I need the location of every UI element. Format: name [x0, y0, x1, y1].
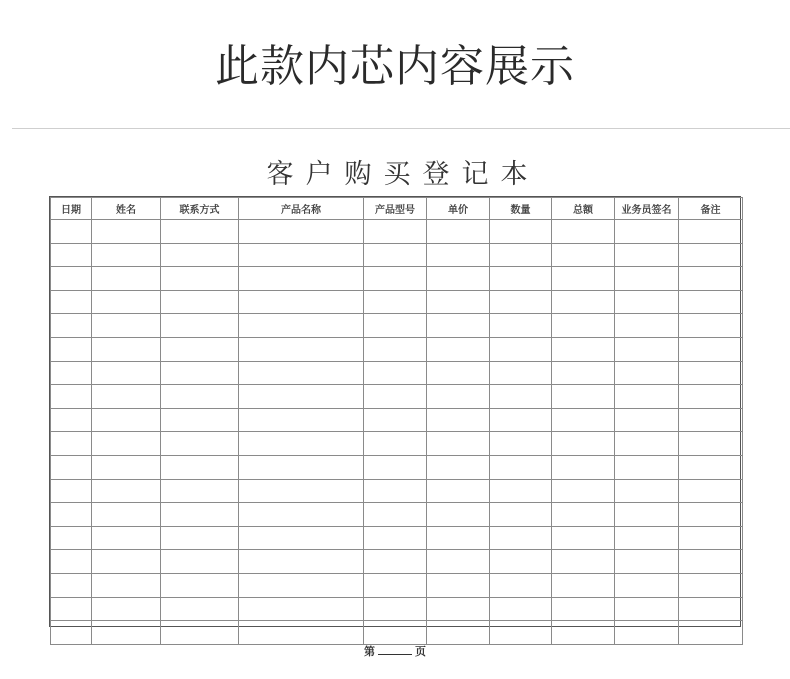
ledger-cell[interactable]: [92, 573, 161, 597]
ledger-cell[interactable]: [364, 314, 427, 338]
ledger-cell[interactable]: [51, 573, 92, 597]
ledger-cell[interactable]: [364, 573, 427, 597]
ledger-cell[interactable]: [615, 408, 679, 432]
ledger-cell[interactable]: [552, 573, 615, 597]
ledger-cell[interactable]: [490, 526, 552, 550]
ledger-cell[interactable]: [552, 290, 615, 314]
ledger-cell[interactable]: [490, 408, 552, 432]
table-row: [51, 432, 743, 456]
table-row: [51, 290, 743, 314]
ledger-cell[interactable]: [679, 597, 743, 621]
ledger-cell[interactable]: [427, 621, 490, 645]
ledger-cell[interactable]: [427, 479, 490, 503]
ledger-cell[interactable]: [92, 479, 161, 503]
ledger-cell[interactable]: [615, 290, 679, 314]
ledger-cell[interactable]: [51, 455, 92, 479]
ledger-cell[interactable]: [490, 573, 552, 597]
ledger-cell[interactable]: [239, 621, 364, 645]
ledger-cell[interactable]: [615, 361, 679, 385]
ledger-cell[interactable]: [92, 314, 161, 338]
column-header-quantity: 数量: [490, 198, 552, 220]
ledger-cell[interactable]: [51, 550, 92, 574]
ledger-cell[interactable]: [364, 503, 427, 527]
ledger-cell[interactable]: [679, 267, 743, 291]
ledger-cell[interactable]: [679, 479, 743, 503]
ledger-cell[interactable]: [239, 385, 364, 409]
ledger-cell[interactable]: [679, 432, 743, 456]
ledger-cell[interactable]: [427, 503, 490, 527]
customer-purchase-ledger: [49, 196, 741, 627]
ledger-cell[interactable]: [51, 479, 92, 503]
ledger-cell[interactable]: [679, 573, 743, 597]
ledger-cell[interactable]: [552, 385, 615, 409]
ledger-cell[interactable]: [161, 550, 239, 574]
ledger-cell[interactable]: [239, 290, 364, 314]
ledger-cell[interactable]: [679, 290, 743, 314]
ledger-cell[interactable]: [161, 526, 239, 550]
ledger-cell[interactable]: [161, 573, 239, 597]
ledger-cell[interactable]: [364, 526, 427, 550]
ledger-cell[interactable]: [51, 267, 92, 291]
table-row: [51, 455, 743, 479]
page-number-footer: [0, 643, 790, 659]
ledger-cell[interactable]: [364, 267, 427, 291]
page-prefix: 第: [364, 645, 375, 658]
ledger-cell[interactable]: [92, 455, 161, 479]
ledger-cell[interactable]: [161, 408, 239, 432]
ledger-cell[interactable]: [92, 220, 161, 244]
ledger-cell[interactable]: [92, 290, 161, 314]
column-header-date: 日期: [51, 198, 92, 220]
ledger-body: [51, 220, 743, 645]
ledger-cell[interactable]: [161, 243, 239, 267]
page-number-blank[interactable]: [378, 644, 412, 655]
ledger-cell[interactable]: [92, 267, 161, 291]
column-header-contact: 联系方式: [161, 198, 239, 220]
ledger-cell[interactable]: [364, 455, 427, 479]
ledger-cell[interactable]: [615, 550, 679, 574]
ledger-cell[interactable]: [427, 220, 490, 244]
column-header-product-model: 产品型号: [364, 198, 427, 220]
ledger-cell[interactable]: [679, 455, 743, 479]
ledger-cell[interactable]: [552, 408, 615, 432]
ledger-cell[interactable]: [615, 621, 679, 645]
column-header-remarks: 备注: [679, 198, 743, 220]
ledger-cell[interactable]: [364, 432, 427, 456]
ledger-cell[interactable]: [679, 385, 743, 409]
ledger-cell[interactable]: [615, 243, 679, 267]
ledger-cell[interactable]: [239, 220, 364, 244]
ledger-cell[interactable]: [679, 550, 743, 574]
ledger-cell[interactable]: [615, 385, 679, 409]
ledger-cell[interactable]: [679, 621, 743, 645]
ledger-cell[interactable]: [239, 597, 364, 621]
table-row: [51, 526, 743, 550]
table-row: [51, 550, 743, 574]
ledger-cell[interactable]: [51, 385, 92, 409]
ledger-cell[interactable]: [161, 479, 239, 503]
ledger-cell[interactable]: [552, 361, 615, 385]
ledger-cell[interactable]: [51, 337, 92, 361]
ledger-cell[interactable]: [679, 337, 743, 361]
ledger-cell[interactable]: [364, 408, 427, 432]
ledger-cell[interactable]: [552, 503, 615, 527]
ledger-cell[interactable]: [427, 550, 490, 574]
ledger-cell[interactable]: [239, 479, 364, 503]
ledger-cell[interactable]: [679, 220, 743, 244]
page-suffix: 页: [415, 645, 426, 658]
ledger-cell[interactable]: [161, 267, 239, 291]
ledger-cell[interactable]: [161, 290, 239, 314]
ledger-cell[interactable]: [51, 526, 92, 550]
ledger-cell[interactable]: [239, 243, 364, 267]
ledger-cell[interactable]: [92, 408, 161, 432]
table-row: [51, 479, 743, 503]
ledger-cell[interactable]: [161, 220, 239, 244]
table-row: [51, 385, 743, 409]
ledger-cell[interactable]: [364, 479, 427, 503]
ledger-cell[interactable]: [364, 337, 427, 361]
ledger-cell[interactable]: [427, 337, 490, 361]
ledger-cell[interactable]: [239, 361, 364, 385]
ledger-cell[interactable]: [552, 597, 615, 621]
ledger-cell[interactable]: [615, 455, 679, 479]
ledger-cell[interactable]: [51, 290, 92, 314]
ledger-cell[interactable]: [552, 455, 615, 479]
ledger-cell[interactable]: [490, 479, 552, 503]
ledger-cell[interactable]: [427, 573, 490, 597]
ledger-cell[interactable]: [427, 243, 490, 267]
column-header-total: 总额: [552, 198, 615, 220]
ledger-cell[interactable]: [239, 337, 364, 361]
ledger-cell[interactable]: [615, 597, 679, 621]
ledger-cell[interactable]: [427, 526, 490, 550]
table-row: [51, 337, 743, 361]
ledger-cell[interactable]: [490, 314, 552, 338]
ledger-cell[interactable]: [92, 432, 161, 456]
ledger-cell[interactable]: [615, 479, 679, 503]
ledger-cell[interactable]: [427, 314, 490, 338]
ledger-cell[interactable]: [92, 621, 161, 645]
ledger-cell[interactable]: [92, 597, 161, 621]
ledger-cell[interactable]: [490, 385, 552, 409]
ledger-cell[interactable]: [92, 243, 161, 267]
ledger-cell[interactable]: [427, 385, 490, 409]
ledger-cell[interactable]: [364, 621, 427, 645]
ledger-cell[interactable]: [552, 550, 615, 574]
ledger-cell[interactable]: [239, 267, 364, 291]
ledger-cell[interactable]: [679, 314, 743, 338]
ledger-cell[interactable]: [615, 220, 679, 244]
ledger-cell[interactable]: [552, 267, 615, 291]
ledger-cell[interactable]: [490, 290, 552, 314]
ledger-cell[interactable]: [490, 432, 552, 456]
ledger-cell[interactable]: [92, 385, 161, 409]
title-divider: [12, 128, 790, 129]
ledger-cell[interactable]: [92, 361, 161, 385]
ledger-cell[interactable]: [92, 550, 161, 574]
ledger-cell[interactable]: [51, 408, 92, 432]
ledger-cell[interactable]: [615, 503, 679, 527]
ledger-cell[interactable]: [552, 337, 615, 361]
page-title: 此款内芯内容展示: [215, 41, 575, 92]
ledger-cell[interactable]: [161, 314, 239, 338]
ledger-cell[interactable]: [161, 337, 239, 361]
ledger-cell[interactable]: [615, 337, 679, 361]
table-row: [51, 361, 743, 385]
ledger-cell[interactable]: [364, 597, 427, 621]
ledger-cell[interactable]: [552, 243, 615, 267]
ledger-cell[interactable]: [364, 220, 427, 244]
ledger-cell[interactable]: [679, 361, 743, 385]
ledger-cell[interactable]: [490, 550, 552, 574]
ledger-cell[interactable]: [615, 314, 679, 338]
ledger-cell[interactable]: [239, 455, 364, 479]
ledger-cell[interactable]: [51, 243, 92, 267]
ledger-cell[interactable]: [161, 361, 239, 385]
ledger-cell[interactable]: [239, 408, 364, 432]
ledger-cell[interactable]: [364, 290, 427, 314]
ledger-cell[interactable]: [364, 243, 427, 267]
ledger-cell[interactable]: [239, 526, 364, 550]
table-row: [51, 408, 743, 432]
ledger-cell[interactable]: [51, 597, 92, 621]
ledger-cell[interactable]: [490, 621, 552, 645]
ledger-cell[interactable]: [679, 243, 743, 267]
ledger-cell[interactable]: [161, 385, 239, 409]
ledger-table: [50, 197, 743, 645]
ledger-header-row: [51, 198, 743, 220]
ledger-cell[interactable]: [427, 432, 490, 456]
ledger-cell[interactable]: [552, 526, 615, 550]
ledger-cell[interactable]: [364, 550, 427, 574]
column-header-product-name: 产品名称: [239, 198, 364, 220]
ledger-cell[interactable]: [490, 503, 552, 527]
ledger-cell[interactable]: [552, 314, 615, 338]
ledger-cell[interactable]: [364, 361, 427, 385]
ledger-cell[interactable]: [552, 621, 615, 645]
ledger-cell[interactable]: [615, 526, 679, 550]
ledger-cell[interactable]: [552, 220, 615, 244]
ledger-cell[interactable]: [679, 526, 743, 550]
ledger-cell[interactable]: [51, 361, 92, 385]
column-header-salesperson-signature: 业务员签名: [615, 198, 679, 220]
ledger-cell[interactable]: [490, 220, 552, 244]
ledger-cell[interactable]: [92, 526, 161, 550]
ledger-cell[interactable]: [490, 337, 552, 361]
ledger-cell[interactable]: [51, 503, 92, 527]
column-header-unit-price: 单价: [427, 198, 490, 220]
ledger-cell[interactable]: [239, 503, 364, 527]
ledger-cell[interactable]: [427, 290, 490, 314]
ledger-cell[interactable]: [427, 408, 490, 432]
table-row: [51, 621, 743, 645]
table-row: [51, 314, 743, 338]
ledger-cell[interactable]: [161, 455, 239, 479]
table-row: [51, 597, 743, 621]
ledger-cell[interactable]: [239, 432, 364, 456]
ledger-cell[interactable]: [239, 550, 364, 574]
ledger-cell[interactable]: [490, 267, 552, 291]
ledger-cell[interactable]: [679, 408, 743, 432]
ledger-cell[interactable]: [92, 503, 161, 527]
ledger-cell[interactable]: [490, 455, 552, 479]
ledger-cell[interactable]: [427, 361, 490, 385]
ledger-cell[interactable]: [92, 337, 161, 361]
ledger-cell[interactable]: [552, 479, 615, 503]
ledger-cell[interactable]: [161, 432, 239, 456]
ledger-cell[interactable]: [552, 432, 615, 456]
ledger-cell[interactable]: [161, 597, 239, 621]
ledger-cell[interactable]: [239, 314, 364, 338]
column-header-name: 姓名: [92, 198, 161, 220]
ledger-cell[interactable]: [490, 243, 552, 267]
table-row: [51, 573, 743, 597]
table-row: [51, 503, 743, 527]
ledger-cell[interactable]: [427, 597, 490, 621]
ledger-cell[interactable]: [51, 220, 92, 244]
ledger-cell[interactable]: [427, 455, 490, 479]
ledger-cell[interactable]: [239, 573, 364, 597]
ledger-cell[interactable]: [51, 314, 92, 338]
ledger-cell[interactable]: [364, 385, 427, 409]
table-row: [51, 243, 743, 267]
ledger-cell[interactable]: [51, 432, 92, 456]
ledger-cell[interactable]: [615, 573, 679, 597]
table-row: [51, 267, 743, 291]
ledger-cell[interactable]: [490, 361, 552, 385]
table-row: [51, 220, 743, 244]
register-title: 客户购买登记本: [266, 159, 540, 190]
ledger-cell[interactable]: [51, 621, 92, 645]
ledger-cell[interactable]: [615, 432, 679, 456]
ledger-cell[interactable]: [427, 267, 490, 291]
ledger-cell[interactable]: [679, 503, 743, 527]
ledger-cell[interactable]: [490, 597, 552, 621]
ledger-cell[interactable]: [615, 267, 679, 291]
ledger-cell[interactable]: [161, 621, 239, 645]
ledger-cell[interactable]: [161, 503, 239, 527]
